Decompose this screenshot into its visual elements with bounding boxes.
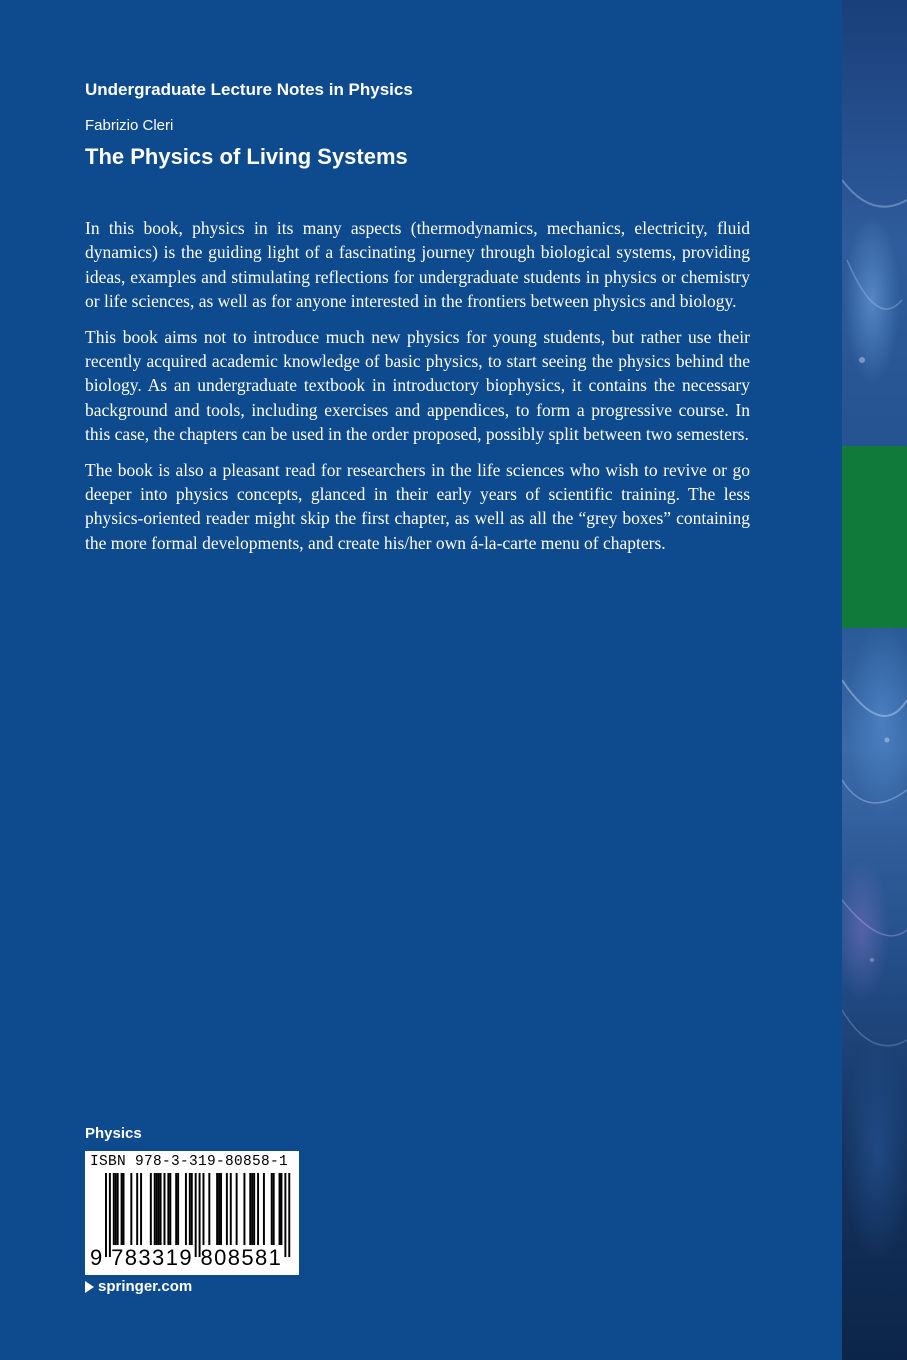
barcode-bar	[230, 1173, 232, 1245]
barcode-bar	[115, 1173, 117, 1245]
barcode-bar	[167, 1173, 169, 1245]
website-link[interactable]	[85, 1278, 192, 1295]
triangle-right-icon	[85, 1281, 94, 1293]
barcode-bar	[288, 1173, 290, 1257]
isbn-label: ISBN 978-3-319-80858-1	[90, 1154, 289, 1170]
barcode-bar	[253, 1173, 255, 1245]
subject-label: Physics	[85, 1125, 142, 1142]
author-name: Fabrizio Cleri	[85, 117, 174, 134]
barcode-bar	[216, 1173, 218, 1245]
blurb-paragraph: This book aims not to introduce much new physics for young students, but rather use their recently acquired academic knowledge of basic physics, to start seeing the physics behind the biology. As an undergraduate textbook in introductory biophysics, it contains the necessary background and tools, including exercises and appendices, to form a progressive course. In this case, the chapters can be used in the order proposed, possibly split between two semesters.	[85, 326, 750, 445]
barcode-bar	[150, 1173, 152, 1245]
series-name: Undergraduate Lecture Notes in Physics	[85, 80, 413, 99]
barcode-bar	[130, 1173, 132, 1245]
barcode-bar	[123, 1173, 125, 1245]
barcode-bar	[121, 1173, 123, 1245]
blurb-paragraph: The book is also a pleasant read for researchers in the life sciences who wish to revive or go deeper into physics concepts, glanced in their early years of scientific training. The less physics-oriented reader might skip the first chapter, as well as all the “grey boxes” containing the more formal developments, and create his/her own á-la-carte menu of chapters.	[85, 459, 750, 553]
barcode-bar	[117, 1173, 119, 1245]
barcode-bar	[249, 1173, 251, 1245]
barcode-bar	[203, 1173, 205, 1245]
barcode-bar	[273, 1173, 275, 1245]
barcode-bar	[113, 1173, 115, 1245]
barcode-bar	[185, 1173, 187, 1245]
blurb-paragraph: In this book, physics in its many aspects (thermodynamics, mechanics, electricity, fluid dynamics) is the guiding light of a fascinating journey through biological systems, providing ideas, examples and stimulating reflections for undergraduate students in physics or chemistry or life sciences, as well as for anyone interested in the frontiers between physics and biology.	[85, 218, 750, 312]
barcode-bar	[279, 1173, 281, 1245]
barcode-bar	[263, 1173, 265, 1245]
barcode-bar	[191, 1173, 193, 1245]
book-title: The Physics of Living Systems	[85, 144, 408, 169]
barcode-bar	[158, 1173, 160, 1245]
isbn-barcode	[85, 1151, 299, 1275]
barcode-bar	[208, 1173, 210, 1245]
website-label: springer.com	[98, 1278, 193, 1295]
barcode-bar	[156, 1173, 158, 1245]
barcode-bar	[177, 1173, 179, 1245]
barcode-bar	[154, 1173, 156, 1245]
green-band	[842, 446, 907, 628]
barcode-bar	[271, 1173, 273, 1245]
barcode-bar	[218, 1173, 220, 1245]
barcode-bar	[251, 1173, 253, 1245]
barcode-bar	[164, 1173, 166, 1245]
barcode-bar	[220, 1173, 222, 1245]
barcode-bar	[160, 1173, 162, 1245]
ean-digits: 9 783319 808581	[90, 1245, 283, 1270]
barcode-bar	[284, 1173, 286, 1257]
cover-image-lines	[842, 0, 907, 1360]
barcode-bar	[226, 1173, 228, 1245]
barcode-bar	[140, 1173, 142, 1245]
barcode-bar	[169, 1173, 171, 1245]
barcode-bar	[257, 1173, 259, 1245]
barcode-bar	[236, 1173, 238, 1245]
barcode-bar	[136, 1173, 138, 1245]
barcode-bar	[243, 1173, 245, 1245]
barcode-bar	[175, 1173, 177, 1245]
barcode-bar	[281, 1173, 283, 1245]
barcode-bar	[189, 1173, 191, 1245]
blurb	[85, 216, 750, 566]
